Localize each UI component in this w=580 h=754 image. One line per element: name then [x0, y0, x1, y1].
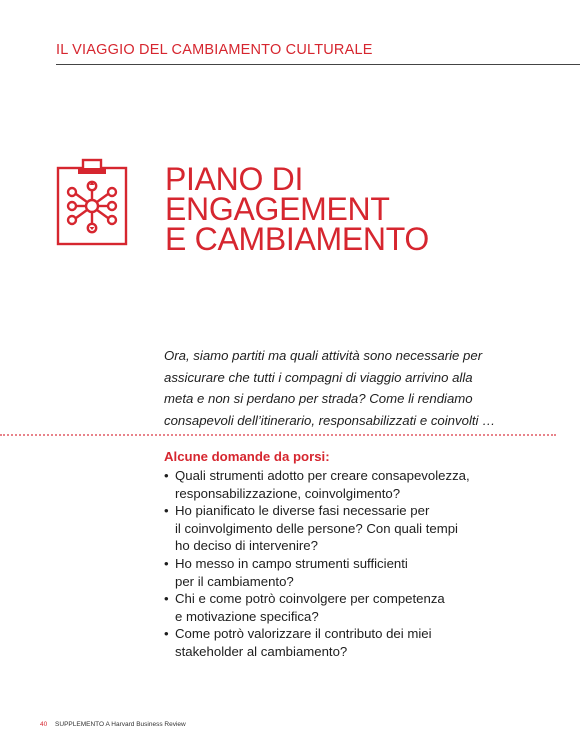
- list-item: [164, 467, 524, 502]
- page-footer: [40, 721, 186, 728]
- bullet: •: [164, 591, 169, 607]
- list-item-line: Quali strumenti adotto per creare consapevolezza,: [175, 468, 470, 483]
- intro-paragraph: [164, 345, 544, 431]
- bullet: •: [164, 503, 169, 519]
- list-item: [164, 590, 524, 625]
- section-header: IL VIAGGIO DEL CAMBIAMENTO CULTURALE: [56, 42, 373, 58]
- list-item-line: e motivazione specifica?: [175, 608, 319, 624]
- list-item-line: Come potrò valorizzare il contributo dei miei: [175, 626, 432, 642]
- list-item-line: responsabilizzazione, coinvolgimento?: [175, 485, 401, 501]
- clipboard-flowchart-icon: [56, 158, 128, 246]
- list-item-line: Ho pianificato le diverse fasi necessarie per: [175, 503, 430, 519]
- list-item-line: Ho messo in campo strumenti sufficienti: [175, 555, 408, 571]
- page-title: [165, 161, 429, 257]
- intro-line: Ora, siamo partiti ma quali attività sono necessarie per: [164, 348, 483, 363]
- title-line: ENGAGEMENT: [165, 191, 390, 227]
- intro-line: consapevoli dell’itinerario, responsabilizzati e coinvolti …: [164, 412, 496, 428]
- dotted-divider: [0, 434, 556, 436]
- list-item-line: ho deciso di intervenire?: [175, 538, 318, 554]
- list-item: [164, 625, 524, 660]
- title-line: PIANO DI: [165, 161, 304, 197]
- bullet: •: [164, 555, 169, 571]
- list-item-line: stakeholder al cambiamento?: [175, 643, 348, 659]
- intro-line: assicurare che tutti i compagni di viaggio arrivino alla: [164, 369, 473, 385]
- list-item: [164, 555, 524, 590]
- questions-list: [164, 467, 524, 661]
- list-item-line: per il cambiamento?: [175, 573, 294, 589]
- list-item-line: Chi e come potrò coinvolgere per competenza: [175, 591, 445, 607]
- page-number: 40: [40, 721, 48, 728]
- intro-line: meta e non si perdano per strada? Come li rendiamo: [164, 391, 473, 407]
- header-rule: [56, 64, 580, 65]
- questions-heading: Alcune domande da porsi:: [164, 449, 330, 464]
- publication-name: SUPPLEMENTO A Harvard Business Review: [55, 721, 186, 728]
- list-item: [164, 502, 524, 555]
- title-line: E CAMBIAMENTO: [165, 221, 429, 257]
- bullet: •: [164, 626, 169, 642]
- bullet: •: [164, 468, 169, 483]
- list-item-line: il coinvolgimento delle persone? Con quali tempi: [175, 520, 458, 536]
